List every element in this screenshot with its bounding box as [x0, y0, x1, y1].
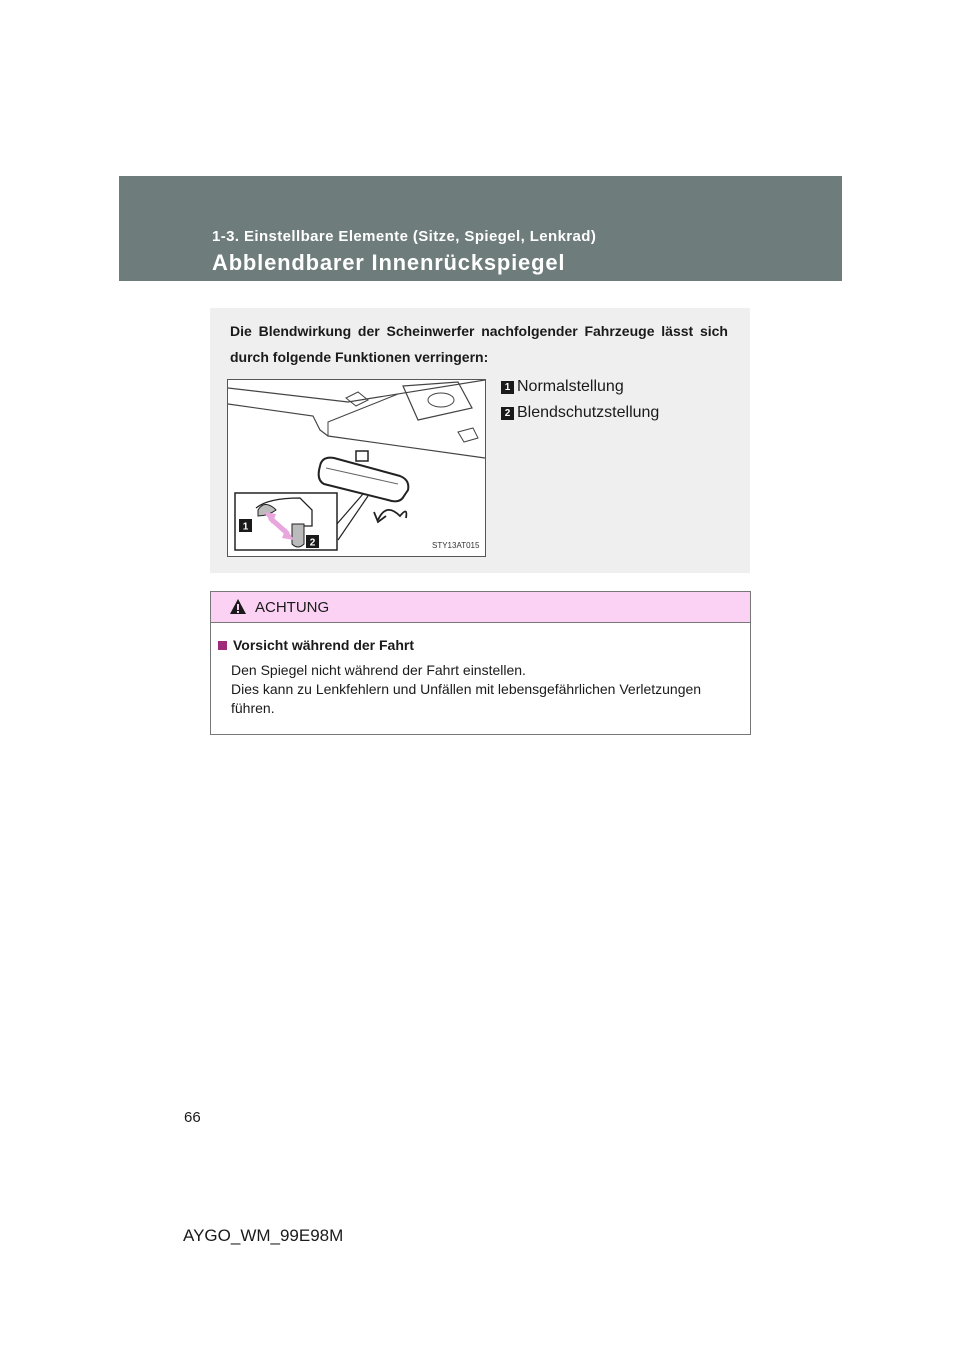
warning-subtitle: Vorsicht während der Fahrt	[233, 637, 414, 653]
warning-box	[210, 591, 751, 735]
document-code: AYGO_WM_99E98M	[183, 1226, 344, 1245]
mirror-drawing	[228, 380, 485, 556]
warning-text	[218, 661, 744, 718]
section-label: 1-3. Einstellbare Elemente (Sitze, Spiegel, Lenkrad)	[212, 228, 597, 245]
number-badge: 2	[501, 407, 514, 420]
number-badge: 1	[501, 381, 514, 394]
callout-1: 1	[242, 521, 249, 533]
square-bullet-icon	[218, 641, 227, 650]
warning-line: Dies kann zu Lenkfehlern und Unfällen mit lebensgefährlichen Verletzungen führen.	[231, 681, 702, 716]
legend-label: Normalstellung	[517, 378, 624, 395]
legend-label: Blendschutzstellung	[517, 404, 660, 421]
figure-code: STY13AT015	[432, 541, 480, 550]
intro-box	[210, 308, 750, 573]
page-number: 66	[184, 1109, 201, 1126]
warning-header	[211, 592, 750, 623]
callout-2: 2	[309, 537, 316, 549]
warning-subtitle-row	[218, 636, 744, 655]
warning-line: Den Spiegel nicht während der Fahrt einstellen.	[231, 662, 526, 678]
warning-body	[218, 636, 744, 718]
legend	[501, 374, 659, 426]
legend-item-1	[501, 374, 659, 400]
warning-triangle-icon	[229, 598, 247, 615]
intro-text: Die Blendwirkung der Scheinwerfer nachfolgender Fahrzeuge lässt sich durch folgende Funktionen verringern:	[230, 323, 728, 365]
legend-item-2	[501, 400, 659, 426]
mirror-illustration	[227, 379, 486, 557]
page-title: Abblendbarer Innenrückspiegel	[212, 250, 566, 275]
warning-title: ACHTUNG	[255, 599, 330, 616]
